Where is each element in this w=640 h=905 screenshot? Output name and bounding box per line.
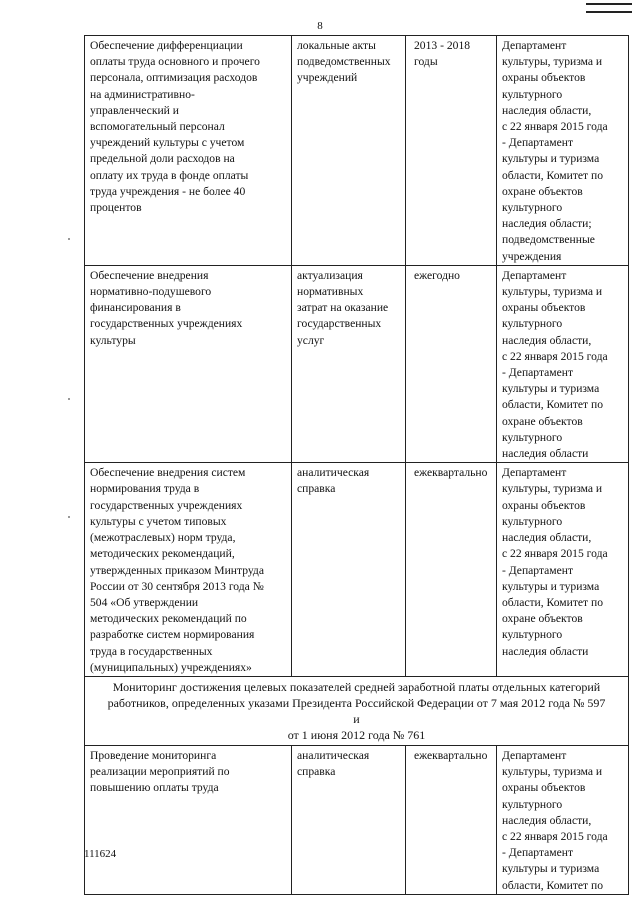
text-line: учреждения: [502, 249, 562, 263]
term-cell: [406, 36, 497, 266]
text-line: подведомственных: [297, 55, 391, 69]
text-line: культурного: [502, 201, 563, 215]
text-line: культуры: [90, 333, 136, 347]
text-line: охраны объектов: [502, 71, 586, 85]
text-line: оплату их труда в фонде оплаты: [90, 168, 249, 182]
text-line: культурного: [502, 317, 563, 331]
text-line: - Департамент: [502, 563, 574, 577]
text-line: культуры и туризма: [502, 579, 600, 593]
text-line: - Департамент: [502, 846, 574, 860]
text-line: и: [353, 711, 360, 726]
text-line: справка: [297, 765, 336, 779]
margin-dot: [68, 516, 70, 518]
text-line: охране объектов: [502, 612, 583, 626]
text-line: наследия области,: [502, 531, 592, 545]
text-line: утвержденных приказом Минтруда: [90, 563, 264, 577]
text-line: охраны объектов: [502, 301, 586, 315]
action-cell: [85, 36, 292, 266]
text-line: культуры, туризма и: [502, 765, 603, 779]
text-line: локальные акты: [297, 39, 376, 52]
text-line: актуализация: [297, 268, 363, 282]
text-line: культуры, туризма и: [502, 285, 603, 299]
text-line: ежеквартально: [414, 466, 488, 480]
responsible-cell: [497, 36, 629, 266]
text-line: Департамент: [502, 268, 567, 282]
text-line: процентов: [90, 201, 142, 215]
responsible-cell: [497, 265, 629, 462]
action-cell: [85, 463, 292, 677]
text-line: культуры и туризма: [502, 152, 600, 166]
text-line: Обеспечение внедрения: [90, 268, 209, 282]
text-line: Обеспечение дифференциации: [90, 39, 243, 52]
text-line: от 1 июня 2012 года № 761: [287, 727, 426, 742]
table-row: [85, 745, 629, 894]
text-line: - Департамент: [502, 366, 574, 380]
text-line: культуры и туризма: [502, 862, 600, 876]
text-line: повышению оплаты труда: [90, 781, 219, 795]
text-line: годы: [414, 55, 438, 69]
text-line: на административно-: [90, 87, 195, 101]
text-line: охране объектов: [502, 414, 583, 428]
responsible-cell: [497, 463, 629, 677]
text-line: культурного: [502, 797, 563, 811]
text-line: наследия области,: [502, 333, 592, 347]
text-line: нормирования труда в: [90, 482, 200, 496]
result-cell: [292, 463, 406, 677]
page-number: 8: [317, 20, 323, 32]
text-line: - Департамент: [502, 136, 574, 150]
text-line: Департамент: [502, 466, 567, 480]
text-line: труда в государственных: [90, 644, 213, 658]
table-row: [85, 463, 629, 677]
result-cell: [292, 745, 406, 894]
text-line: 2013 - 2018: [414, 39, 471, 52]
text-line: наследия области,: [502, 103, 592, 117]
text-line: области, Комитет по: [502, 595, 604, 609]
text-line: работников, определенных указами Президента Российской Федерации от 7 мая 2012 года № 597: [107, 695, 606, 710]
term-cell: [406, 265, 497, 462]
text-line: труда учреждения - не более 40: [90, 184, 246, 198]
text-line: подведомственные: [502, 233, 595, 247]
text-line: (муниципальных) учреждениях»: [90, 660, 252, 674]
text-line: с 22 января 2015 года: [502, 547, 608, 561]
corner-mark: [586, 3, 632, 13]
text-line: государственных: [297, 317, 382, 331]
text-line: Проведение мониторинга: [90, 748, 217, 762]
text-line: охраны объектов: [502, 781, 586, 795]
text-line: с 22 января 2015 года: [502, 829, 608, 843]
text-line: Мониторинг достижения целевых показателей средней заработной платы отдельных категорий: [112, 679, 601, 694]
table-row: [85, 265, 629, 462]
responsible-cell: [497, 745, 629, 894]
action-cell: [85, 745, 292, 894]
text-line: охраны объектов: [502, 498, 586, 512]
text-line: охране объектов: [502, 184, 583, 198]
text-line: нормативных: [297, 285, 364, 299]
section-heading-row: [85, 676, 629, 745]
text-line: Департамент: [502, 748, 567, 762]
text-line: методических рекомендаций по: [90, 612, 247, 626]
text-line: наследия области;: [502, 217, 592, 231]
text-line: справка: [297, 482, 336, 496]
text-line: реализации мероприятий по: [90, 765, 230, 779]
text-line: оплаты труда основного и прочего: [90, 55, 260, 69]
table-row: [85, 36, 629, 266]
text-line: государственных учреждениях: [90, 317, 243, 331]
text-line: культуры с учетом типовых: [90, 514, 227, 528]
text-line: области, Комитет по: [502, 398, 604, 412]
text-line: культурного: [502, 628, 563, 642]
text-line: наследия области,: [502, 813, 592, 827]
text-line: наследия области: [502, 644, 589, 658]
text-line: ежегодно: [414, 268, 460, 282]
text-line: с 22 января 2015 года: [502, 349, 608, 363]
text-line: 504 «Об утверждении: [90, 595, 199, 609]
text-line: услуг: [297, 333, 325, 347]
text-line: с 22 января 2015 года: [502, 120, 608, 134]
document-code: 111624: [84, 848, 117, 860]
margin-dot: [68, 238, 70, 240]
text-line: персонала, оптимизация расходов: [90, 71, 258, 85]
text-line: нормативно-подушевого: [90, 285, 212, 299]
text-line: культурного: [502, 430, 563, 444]
text-line: предельной доли расходов на: [90, 152, 235, 166]
text-line: России от 30 сентября 2013 года №: [90, 579, 264, 593]
text-line: культурного: [502, 87, 563, 101]
text-line: наследия области: [502, 447, 589, 461]
margin-dot: [68, 398, 70, 400]
result-cell: [292, 36, 406, 266]
text-line: ежеквартально: [414, 748, 488, 762]
text-line: (межотраслевых) норм труда,: [90, 531, 236, 545]
text-line: аналитическая: [297, 466, 370, 480]
result-cell: [292, 265, 406, 462]
text-line: Обеспечение внедрения систем: [90, 466, 246, 480]
text-line: учреждений культуры с учетом: [90, 136, 245, 150]
text-line: культуры, туризма и: [502, 482, 603, 496]
term-cell: [406, 463, 497, 677]
section-heading: [85, 676, 629, 745]
text-line: вспомогательный персонал: [90, 120, 225, 134]
text-line: управленческий и: [90, 103, 179, 117]
measures-table: [84, 35, 629, 895]
text-line: государственных учреждениях: [90, 498, 243, 512]
text-line: разработке систем нормирования: [90, 628, 255, 642]
text-line: культурного: [502, 514, 563, 528]
text-line: Департамент: [502, 39, 567, 52]
text-line: области, Комитет по: [502, 878, 604, 892]
text-line: финансирования в: [90, 301, 181, 315]
text-line: затрат на оказание: [297, 301, 389, 315]
text-line: области, Комитет по: [502, 168, 604, 182]
term-cell: [406, 745, 497, 894]
action-cell: [85, 265, 292, 462]
text-line: культуры и туризма: [502, 382, 600, 396]
text-line: аналитическая: [297, 748, 370, 762]
text-line: учреждений: [297, 71, 358, 85]
text-line: методических рекомендаций,: [90, 547, 235, 561]
text-line: культуры, туризма и: [502, 55, 603, 69]
